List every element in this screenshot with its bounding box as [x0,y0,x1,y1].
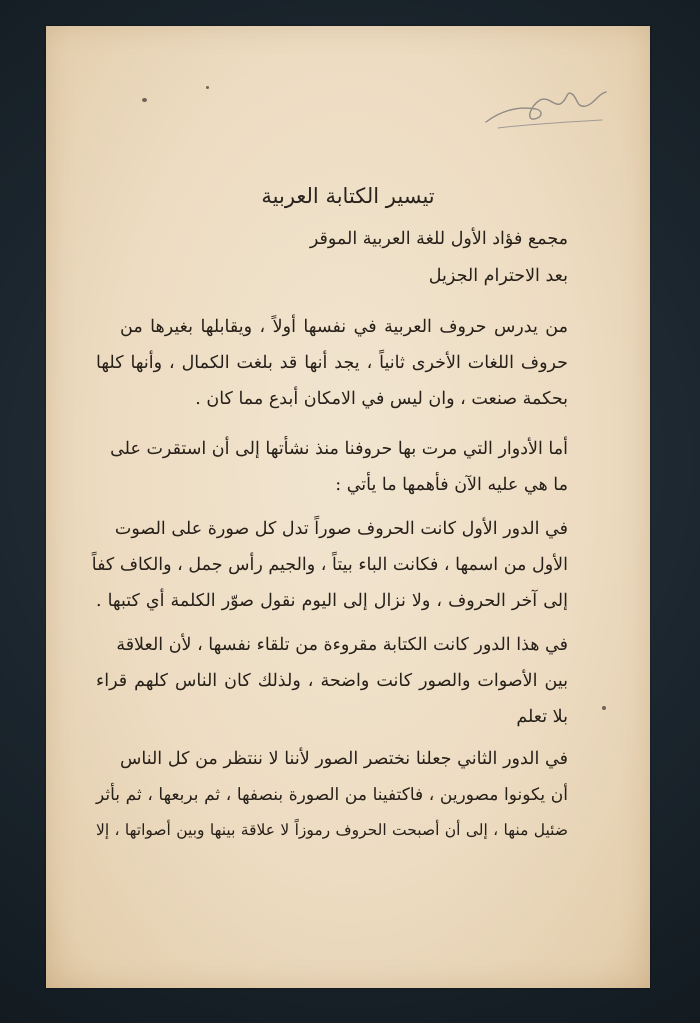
pencil-annotation [478,76,618,132]
text-line: بحكمة صنعت ، وان ليس في الامكان أبدع مما كان . [195,389,568,409]
text-line: بلا تعلم [516,707,568,727]
text-line: من يدرس حروف العربية في نفسها أولاً ، ويقابلها بغيرها من [120,317,568,337]
document-page [46,26,650,988]
page-title: تيسير الكتابة العربية [261,184,435,208]
text-line: الأول من اسمها ، فكانت الباء بيتاً ، والجيم رأس جمل ، والكاف كفاً [91,555,568,575]
text-line: أن يكونوا مصورين ، فاكتفينا من الصورة بنصفها ، ثم بربعها ، ثم بأثر [96,785,568,805]
text-line: في الدور الأول كانت الحروف صوراً تدل كل صورة على الصوت [114,519,568,539]
text-line: أما الأدوار التي مرت بها حروفنا منذ نشأتها إلى أن استقرت على [110,439,568,459]
text-line: في هذا الدور كانت الكتابة مقروءة من تلقاء نفسها ، لأن العلاقة [116,635,568,655]
ink-speck [602,706,606,710]
text-line: ما هي عليه الآن فأهمها ما يأتي : [335,475,568,495]
ink-speck [142,98,147,102]
text-line: في الدور الثاني جعلنا نختصر الصور لأننا لا ننتظر من كل الناس [120,749,568,769]
text-line: بين الأصوات والصور كانت واضحة ، ولذلك كان الناس كلهم قراء [96,671,568,691]
text-line: حروف اللغات الأخرى ثانياً ، يجد أنها قد بلغت الكمال ، وأنها كلها [96,353,568,373]
text-line-greeting: بعد الاحترام الجزيل [428,266,568,286]
text-line-salutation: مجمع فؤاد الأول للغة العربية الموقر [309,229,568,249]
text-line: ضئيل منها ، إلى أن أصبحت الحروف رموزاً لا علاقة بينها وبين أصواتها ، إلا [96,821,568,839]
ink-speck [206,86,209,89]
text-line: إلى آخر الحروف ، ولا نزال إلى اليوم نقول صوّر الكلمة أي كتبها . [96,591,568,611]
